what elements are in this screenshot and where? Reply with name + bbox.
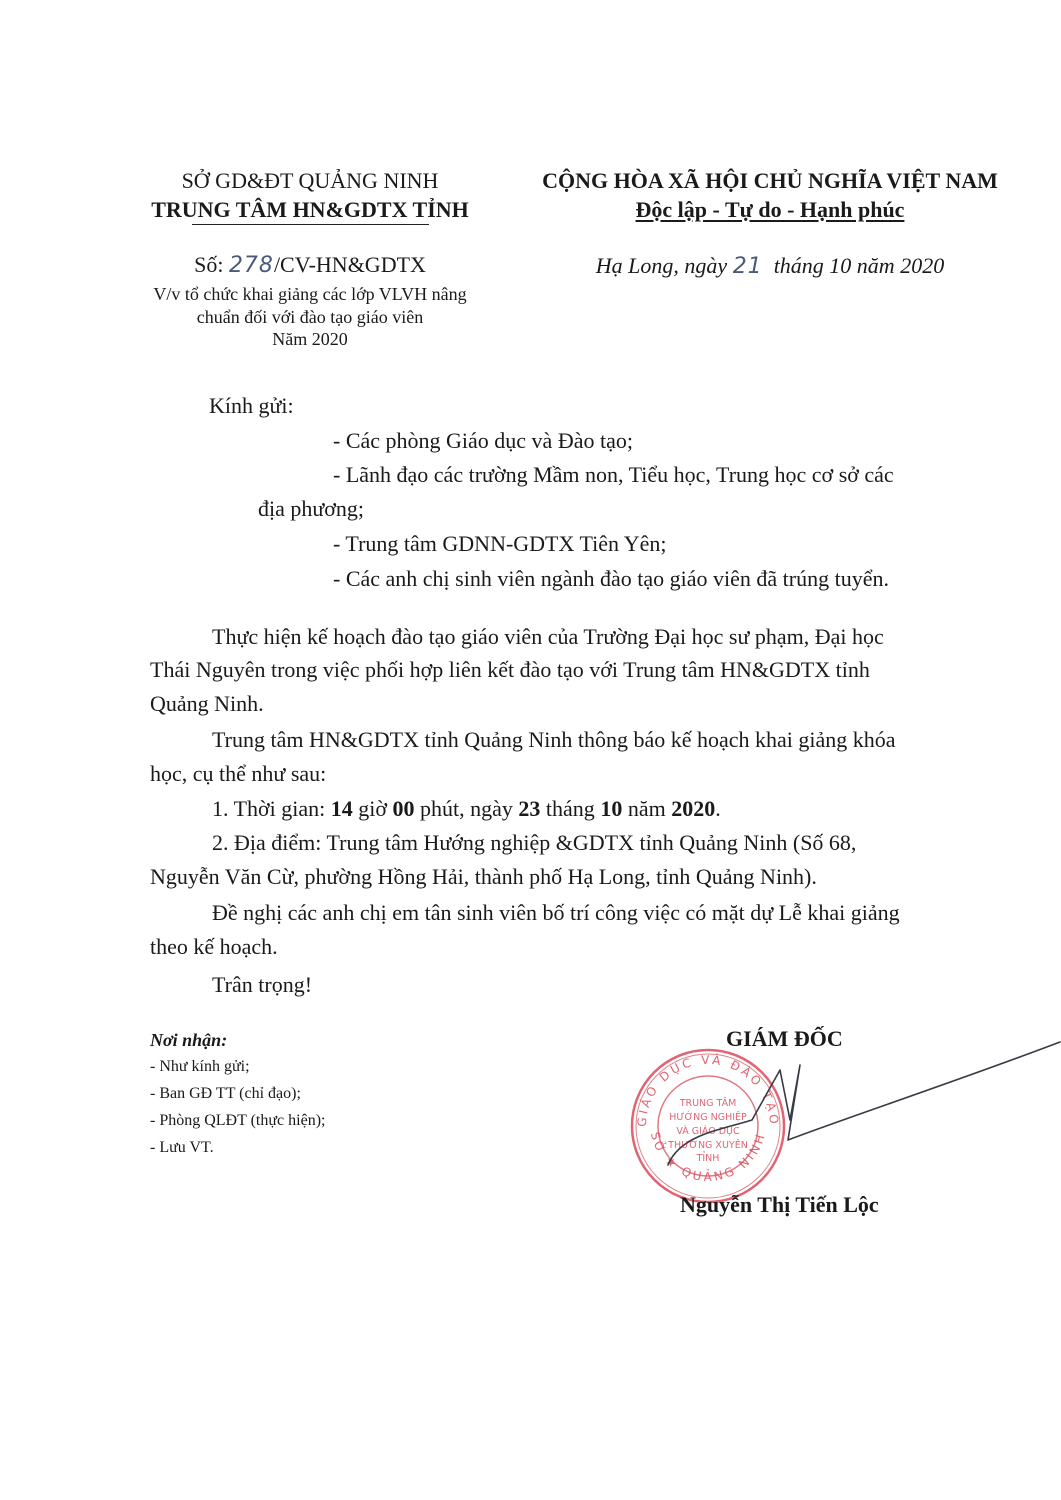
number-prefix: Số: <box>194 252 224 277</box>
motto-text: Độc lập - Tự do - Hạnh phúc <box>635 197 905 222</box>
svg-text:SỞ ★ QUẢNG NINH: SỞ ★ QUẢNG NINH <box>647 1130 769 1185</box>
date-prefix: Hạ Long, ngày <box>595 253 728 278</box>
handwritten-signature-icon <box>640 1020 1061 1200</box>
item2-line2: Nguyễn Văn Cừ, phường Hồng Hải, thành phố Hạ Long, tỉnh Quảng Ninh). <box>150 864 817 889</box>
para2-line1: Trung tâm HN&GDTX tỉnh Quảng Ninh thông báo kế hoạch khai giảng khóa <box>212 727 896 752</box>
unit-underline <box>192 224 429 225</box>
place-date <box>505 253 1035 279</box>
document-number <box>120 252 500 278</box>
signer-title: GIÁM ĐỐC <box>726 1026 843 1051</box>
unit-name <box>120 197 500 223</box>
para3-line2: theo kế hoạch. <box>150 934 278 959</box>
item1-time: 1. Thời gian: 14 giờ 00 phút, ngày 23 tháng 10 năm 2020. <box>212 796 721 821</box>
signer-name: Nguyễn Thị Tiến Lộc <box>680 1192 879 1217</box>
item2-line1: 2. Địa điểm: Trung tâm Hướng nghiệp &GDTX tỉnh Quảng Ninh (Số 68, <box>212 830 857 855</box>
subject-line-1: V/v tổ chức khai giảng các lớp VLVH nâng <box>153 284 467 304</box>
number-handwritten: 278 <box>228 253 274 278</box>
date-suffix: tháng 10 năm 2020 <box>773 253 945 278</box>
svg-text:VÀ GIÁO DỤC: VÀ GIÁO DỤC <box>676 1126 740 1137</box>
svg-text:HƯỚNG NGHIỆP: HƯỚNG NGHIỆP <box>669 1112 747 1123</box>
recipient-item: - Các anh chị sinh viên ngành đào tạo giáo viên đã trúng tuyển. <box>333 566 889 591</box>
national-motto <box>505 197 1035 223</box>
para2-line2: học, cụ thể như sau: <box>150 761 327 786</box>
svg-text:TỈNH: TỈNH <box>696 1153 720 1164</box>
subject-line-3: Năm 2020 <box>272 329 348 349</box>
recipients-label: Kính gửi: <box>209 393 294 418</box>
distribution-item: - Ban GĐ TT (chỉ đạo); <box>150 1085 301 1102</box>
para1-line1: Thực hiện kế hoạch đào tạo giáo viên của Trường Đại học sư phạm, Đại học <box>212 624 884 649</box>
number-suffix: /CV-HN&GDTX <box>273 252 426 277</box>
recipient-item: - Lãnh đạo các trường Mầm non, Tiểu học, Trung học cơ sở các <box>333 462 894 487</box>
unit-name-text: TRUNG TÂM HN&GDTX TỈNH <box>151 197 469 222</box>
date-day-handwritten: 21 <box>732 254 763 279</box>
recipient-item: - Trung tâm GDNN-GDTX Tiên Yên; <box>333 531 667 556</box>
recipient-item: - Các phòng Giáo dục và Đào tạo; <box>333 428 633 453</box>
distribution-item: - Như kính gửi; <box>150 1058 250 1075</box>
para3-line1: Đề nghị các anh chị em tân sinh viên bố trí công việc có mặt dự Lễ khai giảng <box>212 900 900 925</box>
closing: Trân trọng! <box>212 972 313 997</box>
para1-line2: Thái Nguyên trong việc phối hợp liên kết đào tạo với Trung tâm HN&GDTX tỉnh <box>150 657 870 682</box>
subject-line-2: chuẩn đối với đào tạo giáo viên <box>196 307 424 327</box>
svg-text:GIÁO DỤC VÀ ĐÀO TẠO: GIÁO DỤC VÀ ĐÀO TẠO <box>634 1052 782 1128</box>
svg-text:TRUNG TÂM: TRUNG TÂM <box>679 1098 737 1109</box>
svg-text:THƯỜNG XUYÊN: THƯỜNG XUYÊN <box>668 1140 748 1151</box>
nation-title: CỘNG HÒA XÃ HỘI CHỦ NGHĨA VIỆT NAM <box>542 168 998 193</box>
recipient-item-cont: địa phương; <box>258 496 365 521</box>
distribution-label: Nơi nhận: <box>150 1030 228 1050</box>
distribution-item: - Lưu VT. <box>150 1139 214 1156</box>
distribution-item: - Phòng QLĐT (thực hiện); <box>150 1112 326 1129</box>
para1-line3: Quảng Ninh. <box>150 691 264 716</box>
agency-name: SỞ GD&ĐT QUẢNG NINH <box>181 168 439 193</box>
